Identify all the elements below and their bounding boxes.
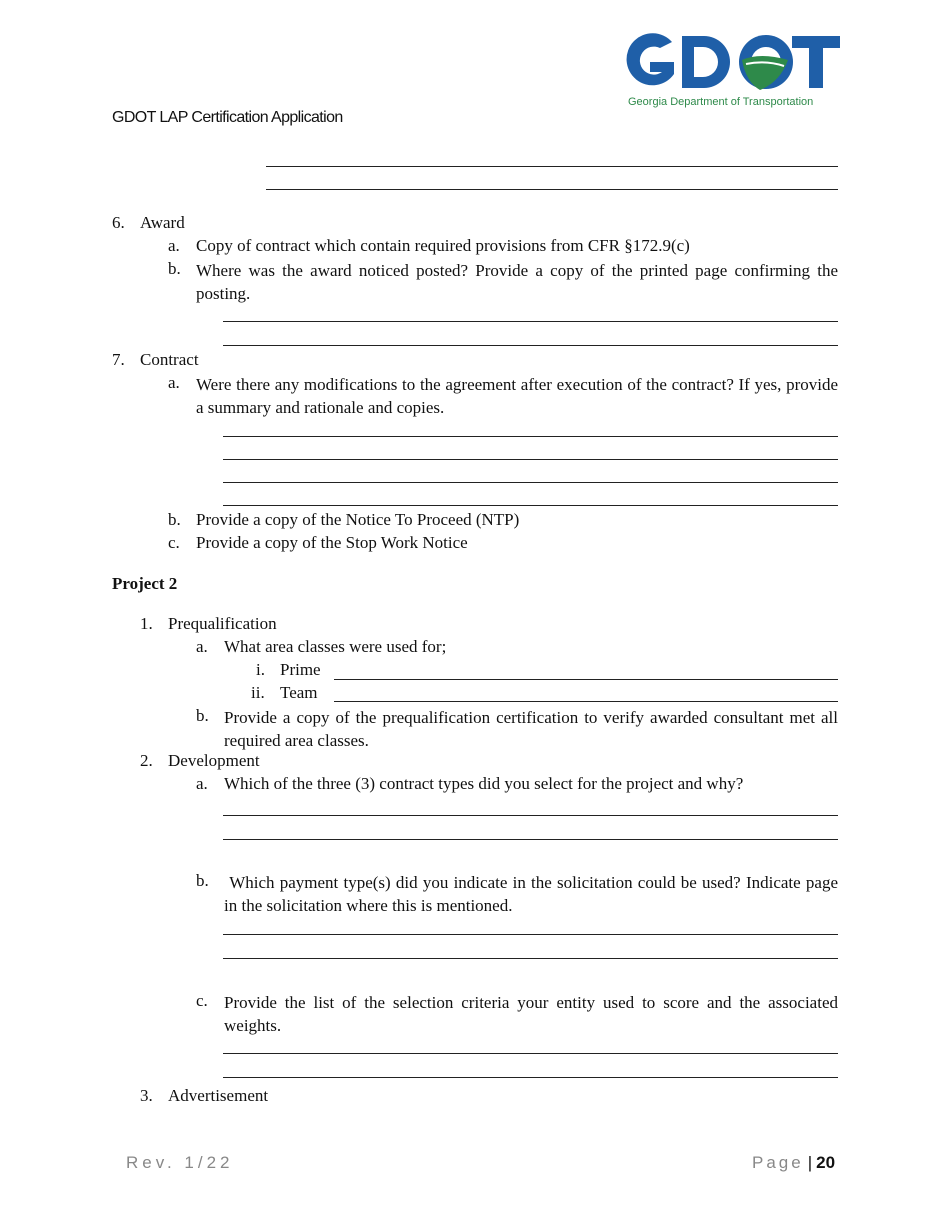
document-title: GDOT LAP Certification Application xyxy=(112,109,343,126)
gdot-logo xyxy=(620,30,842,112)
section-contract-label: Contract xyxy=(140,350,199,369)
answer-line[interactable] xyxy=(223,321,838,322)
team-answer-line[interactable] xyxy=(334,701,838,702)
item-number: 7. xyxy=(112,350,125,369)
section-prequalification-label: Prequalification xyxy=(168,614,277,633)
item-letter: c. xyxy=(196,991,208,1010)
prime-label: Prime xyxy=(280,660,321,679)
item-number: 3. xyxy=(140,1086,153,1105)
answer-line[interactable] xyxy=(266,189,838,190)
answer-line[interactable] xyxy=(223,839,838,840)
page-number: 20 xyxy=(816,1153,836,1172)
answer-line[interactable] xyxy=(223,505,838,506)
dev-a-text: Which of the three (3) contract types did you select for the project and why? xyxy=(224,774,744,793)
item-letter: a. xyxy=(196,774,208,793)
item-number: 6. xyxy=(112,213,125,232)
prime-answer-line[interactable] xyxy=(334,679,838,680)
team-label: Team xyxy=(280,683,318,702)
page-label: Page xyxy=(752,1153,804,1172)
contract-b-text: Provide a copy of the Notice To Proceed (NTP) xyxy=(196,510,520,529)
answer-line[interactable] xyxy=(223,1053,838,1054)
award-a-text: Copy of contract which contain required provisions from CFR §172.9(c) xyxy=(196,236,690,255)
item-letter: b. xyxy=(196,871,209,890)
answer-line[interactable] xyxy=(266,166,838,167)
item-letter: a. xyxy=(168,236,180,255)
answer-line[interactable] xyxy=(223,482,838,483)
contract-c-text: Provide a copy of the Stop Work Notice xyxy=(196,533,468,552)
item-letter: b. xyxy=(168,510,181,529)
section-award-label: Award xyxy=(140,213,185,232)
roman-numeral: ii. xyxy=(251,683,265,702)
answer-line[interactable] xyxy=(223,1077,838,1078)
section-development-label: Development xyxy=(168,751,260,770)
gdot-logo-mark xyxy=(620,30,842,94)
dev-b-text: Which payment type(s) did you indicate in the solicitation could be used? Indicate page in the solicitation where this is mentioned. xyxy=(224,873,843,915)
item-letter: a. xyxy=(168,373,180,392)
roman-numeral: i. xyxy=(256,660,265,679)
contract-a-text: Were there any modifications to the agreement after execution of the contract? If yes, provide a summary and rationale and copies. xyxy=(196,375,838,417)
section-advertisement-label: Advertisement xyxy=(168,1086,269,1105)
dev-c-text: Provide the list of the selection criteria your entity used to score and the associated weights. xyxy=(224,993,838,1035)
page-indicator xyxy=(752,1153,835,1173)
item-number: 2. xyxy=(140,751,153,770)
answer-line[interactable] xyxy=(223,934,838,935)
prequal-b-text: Provide a copy of the prequalification certification to verify awarded consultant met all required area classes. xyxy=(224,708,838,750)
project-2-heading: Project 2 xyxy=(112,574,178,593)
answer-line[interactable] xyxy=(223,345,838,346)
answer-line[interactable] xyxy=(223,459,838,460)
revision-label: Rev. 1/22 xyxy=(126,1153,234,1172)
item-letter: c. xyxy=(168,533,180,552)
page-separator: | xyxy=(807,1153,813,1172)
item-letter: b. xyxy=(196,706,209,725)
item-number: 1. xyxy=(140,614,153,633)
answer-line[interactable] xyxy=(223,815,838,816)
award-b-text: Where was the award noticed posted? Provide a copy of the printed page confirming the posting. xyxy=(196,261,838,303)
logo-subtitle: Georgia Department of Transportation xyxy=(628,96,814,108)
answer-line[interactable] xyxy=(223,958,838,959)
item-letter: a. xyxy=(196,637,208,656)
prequal-a-text: What area classes were used for; xyxy=(224,637,447,656)
answer-line[interactable] xyxy=(223,436,838,437)
item-letter: b. xyxy=(168,259,181,278)
